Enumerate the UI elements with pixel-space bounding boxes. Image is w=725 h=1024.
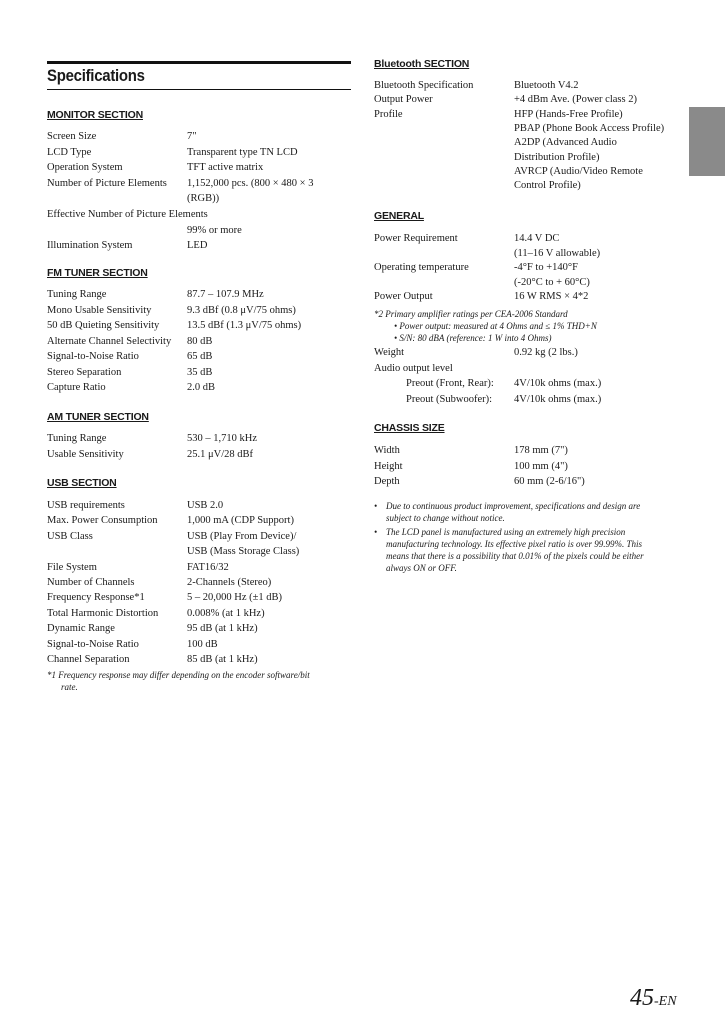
spec-value: 0.008% (at 1 kHz) [187,607,265,619]
spec-label: 50 dB Quieting Sensitivity [47,320,160,331]
spec-value: Bluetooth V4.2 [514,80,579,91]
spec-label: Bluetooth Specification [374,80,474,91]
spec-value: 2-Channels (Stereo) [187,577,272,588]
spec-value: 9.3 dBf (0.8 μV/75 ohms) [187,304,296,316]
spec-value: 100 dB [187,638,218,650]
footnote-line: manufacturing technology. Its effective pixel ratio is over 99.99%. This [386,539,642,549]
spec-value: AVRCP (Audio/Video Remote [514,165,643,177]
spec-value: 1,000 mA (CDP Support) [187,515,294,527]
spec-label: LCD Type [47,146,92,158]
spec-value: (RGB)) [187,193,220,205]
spec-label: Frequency Response*1 [47,592,145,604]
footnote-line: Due to continuous product improvement, specifications and design are [386,501,641,511]
spec-value: Control Profile) [514,180,581,192]
spec-label: Power Output [374,291,433,303]
spec-value: 16 W RMS × 4*2 [514,291,589,303]
spec-label: Operation System [47,162,123,174]
spec-label: Profile [374,108,403,120]
spec-value: -4°F to +140°F [514,262,578,274]
spec-value: Distribution Profile) [514,151,600,163]
spec-value: 2.0 dB [187,382,216,393]
footnote-line: always ON or OFF. [386,563,457,573]
preout-sub-label: Preout (Subwoofer): [406,394,493,405]
page-number-value: 45 [630,985,654,1011]
spec-label: Stereo Separation [47,366,122,378]
spec-label: Height [374,460,403,472]
spec-label: Usable Sensitivity [47,448,124,460]
spec-label: Max. Power Consumption [47,515,158,527]
amp-rating-note: *2 Primary amplifier ratings per CEA-2006 Standard [374,309,568,319]
spec-value: PBAP (Phone Book Access Profile) [514,122,665,134]
spec-value: USB 2.0 [187,500,224,511]
spec-value: 25.1 μV/28 dBf [187,448,254,460]
spec-label: File System [47,561,97,573]
spec-value: 80 dB [187,335,213,347]
preout-sub-value: 4V/10k ohms (max.) [514,394,602,405]
weight-label: Weight [374,347,405,358]
usb-footnote-cont: rate. [61,682,78,692]
spec-value: 65 dB [187,351,213,362]
usb-footnote: *1 Frequency response may differ depending on the encoder software/bit [47,670,310,680]
spec-label: Width [374,445,400,456]
spec-label: USB requirements [47,500,125,511]
audio-output-label: Audio output level [374,363,453,374]
page-number-suffix: -EN [654,994,677,1009]
spec-label: Depth [374,476,400,487]
spec-value: LED [187,240,208,252]
chassis-section-heading: CHASSIS SIZE [374,422,445,434]
footnote-line: subject to change without notice. [386,513,505,523]
spec-value: 178 mm (7") [514,445,568,456]
spec-value: 60 mm (2-6/16") [514,476,585,487]
bluetooth-section-heading: Bluetooth SECTION [374,58,470,70]
amp-note-bullet-power: • Power output: measured at 4 Ohms and ≤ 1% THD+N [394,321,597,331]
spec-label: Number of Channels [47,577,135,588]
spec-value: USB (Play From Device)/ [187,530,297,542]
spec-value: 7" [187,131,197,142]
spec-label: USB Class [47,530,93,542]
title-top-rule [47,61,351,64]
spec-value: 100 mm (4") [514,460,568,472]
spec-value: Transparent type TN LCD [187,146,298,158]
title-bottom-rule [47,89,351,90]
spec-label: Tuning Range [47,433,107,444]
usb-section-heading: USB SECTION [47,477,117,489]
weight-value: 0.92 kg (2 lbs.) [514,347,578,358]
spec-value: 14.4 V DC [514,233,560,244]
spec-label: Effective Number of Picture Elements [47,209,208,220]
page-title: Specifications [47,66,145,85]
spec-value: (11–16 V allowable) [514,247,601,259]
spec-label: Screen Size [47,131,97,142]
spec-value: 87.7 – 107.9 MHz [187,289,264,300]
amp-note-bullet-sn: • S/N: 80 dBA (reference: 1 W into 4 Ohms) [394,333,552,343]
preout-front-value: 4V/10k ohms (max.) [514,378,602,389]
spec-label: Mono Usable Sensitivity [47,304,152,316]
spec-value: 13.5 dBf (1.3 μV/75 ohms) [187,320,302,331]
spec-value: FAT16/32 [187,561,229,573]
spec-label: Dynamic Range [47,623,115,635]
spec-value: 1,152,000 pcs. (800 × 480 × 3 [187,177,314,189]
spec-value: HFP (Hands-Free Profile) [514,108,623,120]
spec-value: 35 dB [187,366,213,378]
section-tab-marker [689,107,725,176]
fm-section-heading: FM TUNER SECTION [47,267,148,279]
spec-value: USB (Mass Storage Class) [187,546,300,558]
spec-label: Tuning Range [47,289,107,300]
spec-label: Total Harmonic Distortion [47,607,159,619]
am-section-heading: AM TUNER SECTION [47,411,149,423]
spec-label: Alternate Channel Selectivity [47,335,172,347]
spec-value: TFT active matrix [187,162,264,174]
spec-value: 85 dB (at 1 kHz) [187,654,258,665]
spec-value: A2DP (Advanced Audio [514,137,617,149]
monitor-section-heading: MONITOR SECTION [47,109,143,121]
spec-label: Illumination System [47,240,133,252]
spec-label: Operating temperature [374,262,469,274]
spec-value: 99% or more [187,224,242,236]
spec-value: 530 – 1,710 kHz [187,433,257,444]
spec-label: Number of Picture Elements [47,177,167,189]
spec-label: Channel Separation [47,654,130,665]
spec-label: Signal-to-Noise Ratio [47,638,139,650]
spec-label: Output Power [374,94,433,106]
spec-value: +4 dBm Ave. (Power class 2) [514,94,637,106]
spec-value: 5 – 20,000 Hz (±1 dB) [187,592,283,604]
spec-label: Signal-to-Noise Ratio [47,351,139,362]
footnote-line: means that there is a possibility that 0.01% of the pixels could be either [386,551,644,561]
spec-label: Power Requirement [374,233,458,244]
footnote-bullet-2: • [374,527,378,537]
page-number [630,985,677,1012]
spec-value: (-20°C to + 60°C) [514,276,590,288]
preout-front-label: Preout (Front, Rear): [406,378,494,389]
general-section-heading: GENERAL [374,210,424,222]
footnote-line: The LCD panel is manufactured using an extremely high precision [386,527,626,537]
spec-label: Capture Ratio [47,382,106,393]
spec-value: 95 dB (at 1 kHz) [187,623,258,635]
footnote-bullet-1: • [374,501,378,511]
